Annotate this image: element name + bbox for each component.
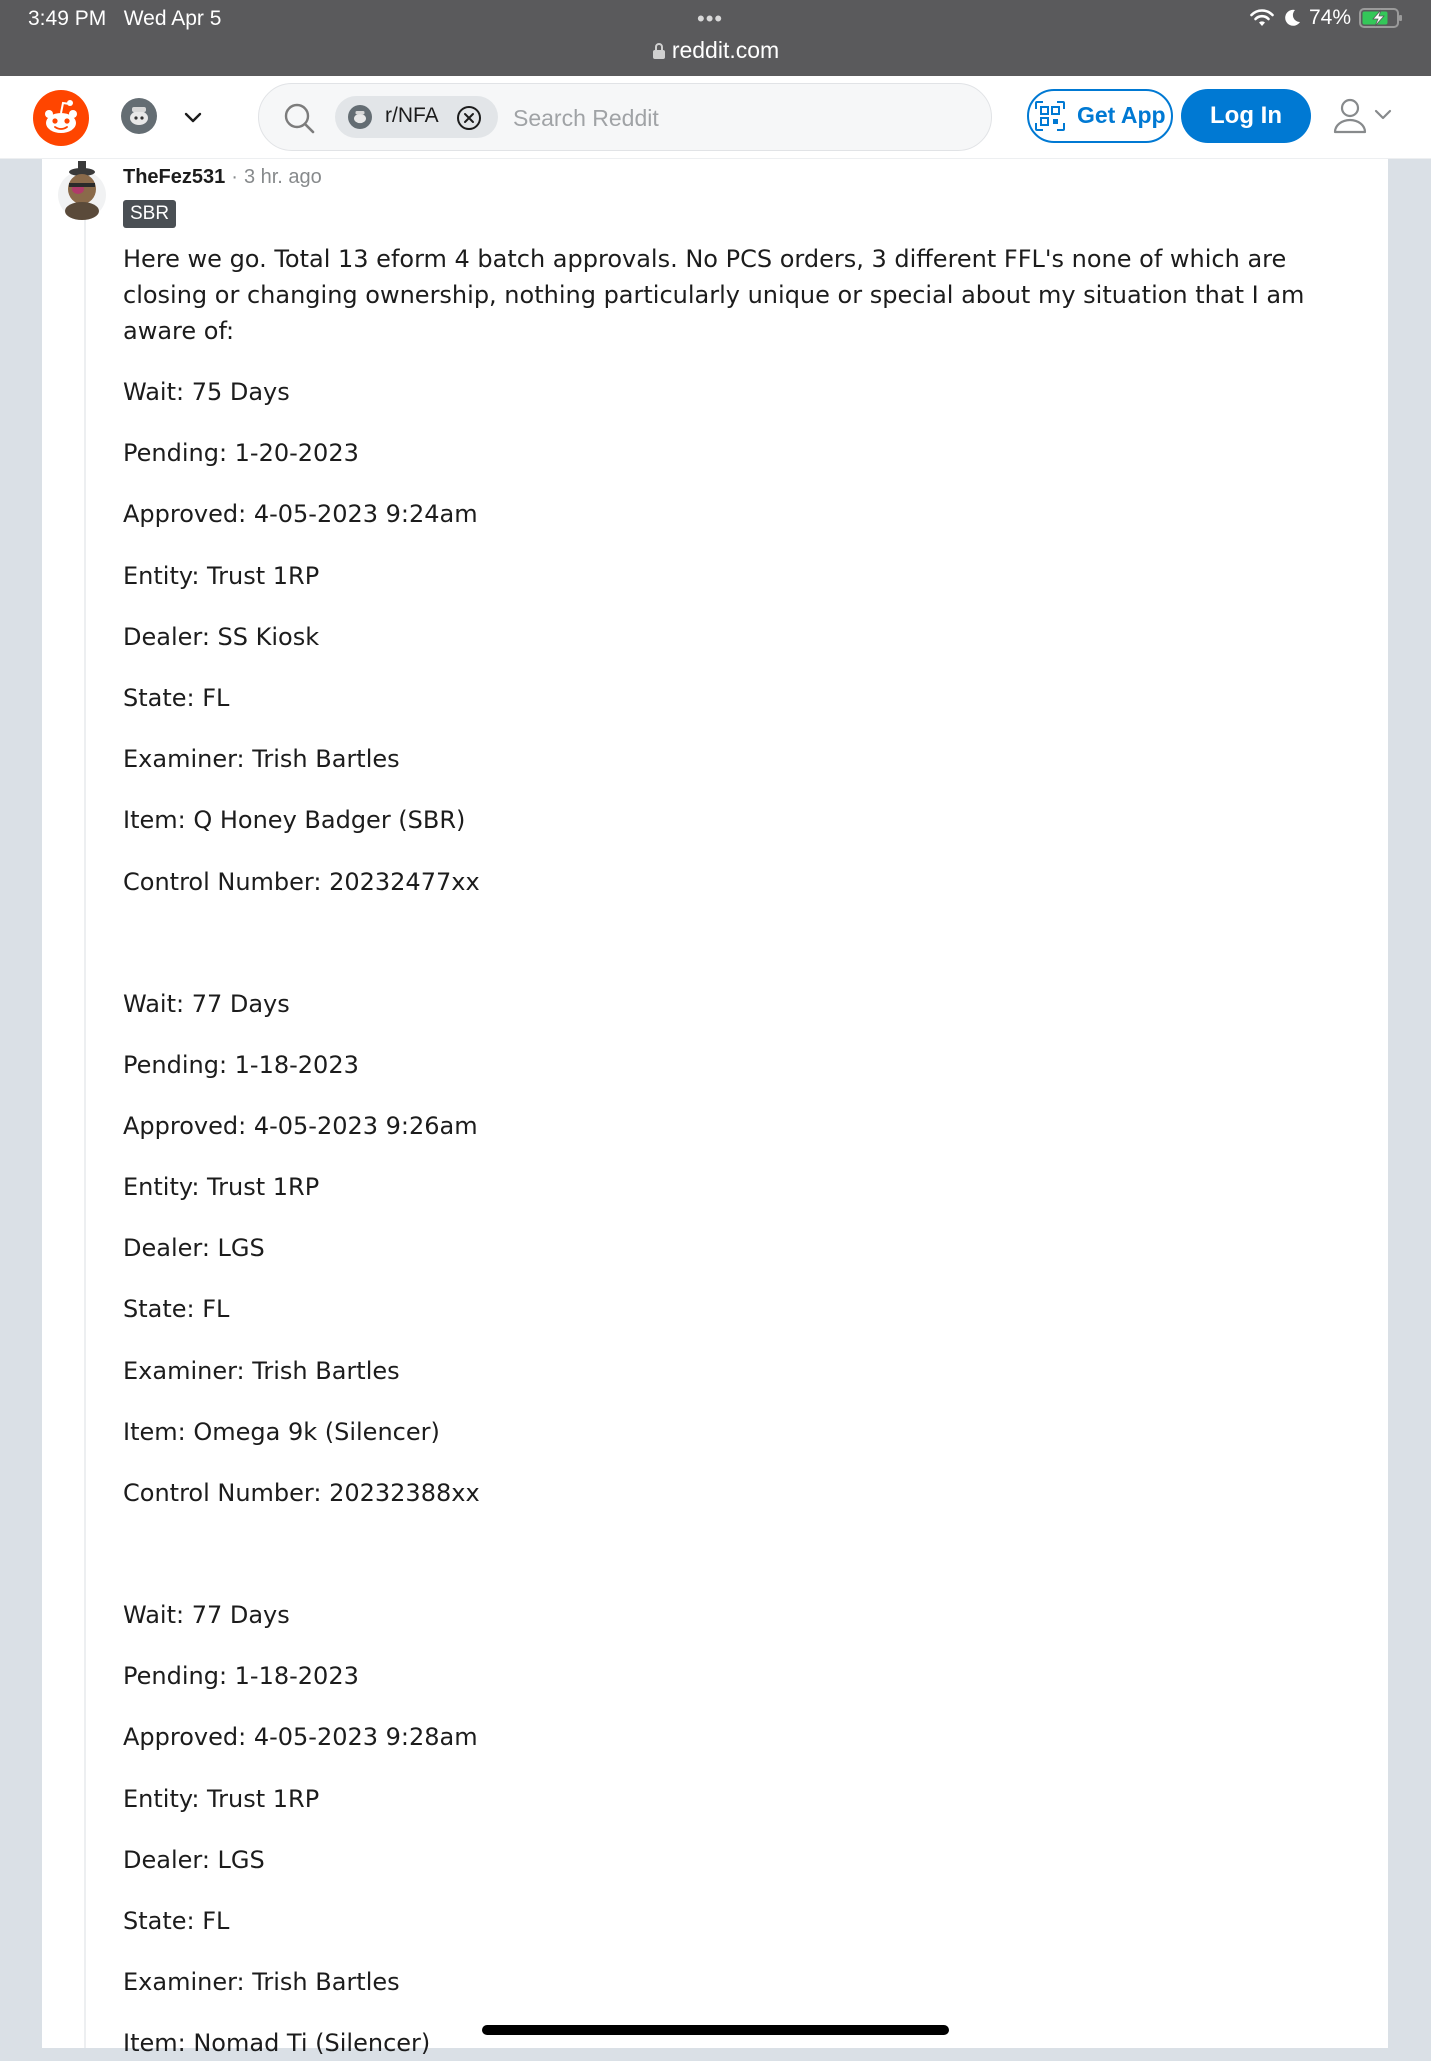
user-avatar-icon[interactable] [57, 159, 107, 221]
subreddit-chip-avatar-icon [348, 105, 372, 129]
home-indicator[interactable] [482, 2025, 949, 2035]
record-pending: Pending: 1-18-2023 [123, 1050, 359, 1079]
approval-record [123, 986, 1323, 1512]
status-time-value: 3:49 PM [28, 7, 107, 30]
record-entity: Entity: Trust 1RP [123, 1173, 320, 1202]
record-approved: Approved: 4-05-2023 9:28am [123, 1723, 478, 1752]
get-app-button[interactable] [1027, 89, 1173, 143]
record-dealer: Dealer: SS Kiosk [123, 622, 320, 651]
comment-author[interactable]: TheFez531 [123, 166, 226, 188]
record-pending: Pending: 1-18-2023 [123, 1662, 359, 1691]
lock-icon [652, 42, 666, 60]
record-state: State: FL [123, 1295, 230, 1324]
approval-record [123, 1597, 1323, 2061]
record-item: Item: Q Honey Badger (SBR) [123, 806, 466, 835]
close-circle-icon[interactable] [456, 105, 482, 131]
record-entity: Entity: Trust 1RP [123, 1784, 320, 1813]
record-wait: Wait: 75 Days [123, 378, 290, 406]
battery-percent: 74% [1308, 6, 1351, 29]
comment-meta [123, 166, 322, 189]
reddit-logo-icon[interactable] [33, 90, 89, 146]
record-state: State: FL [123, 683, 230, 712]
record-examiner: Examiner: Trish Bartles [123, 1356, 400, 1385]
status-indicators [1249, 6, 1403, 30]
record-approved: Approved: 4-05-2023 9:26am [123, 1111, 478, 1140]
subreddit-avatar-icon[interactable] [121, 98, 157, 134]
record-state: State: FL [123, 1906, 230, 1935]
record-wait: Wait: 77 Days [123, 989, 290, 1018]
record-control-number: Control Number: 20232388xx [123, 1479, 480, 1507]
record-pending: Pending: 1-20-2023 [123, 439, 359, 468]
record-dealer: Dealer: LGS [123, 1234, 265, 1263]
subreddit-filter-chip[interactable] [335, 96, 498, 138]
log-in-label: Log In [1210, 102, 1282, 129]
search-input[interactable] [511, 96, 975, 140]
qr-code-icon [1033, 99, 1067, 133]
record-control-number: Control Number: 20232477xx [123, 867, 480, 896]
thread-line[interactable] [84, 220, 86, 2048]
ios-status-bar [0, 0, 1431, 76]
record-wait: Wait: 77 Days [123, 1601, 290, 1629]
comment-timestamp[interactable]: 3 hr. ago [243, 166, 322, 188]
user-menu-icon[interactable] [1330, 96, 1396, 136]
record-dealer: Dealer: LGS [123, 1845, 265, 1874]
meta-separator: · [231, 166, 238, 188]
address-url: reddit.com [671, 37, 780, 63]
comment-intro: Here we go. Total 13 eform 4 batch approvals. No PCS orders, 3 different FFL's none of which are closing or changing ownership, nothing particularly unique or special about my situation that I am aware of: [123, 245, 1305, 345]
comment-body [123, 241, 1323, 2061]
more-dots-icon[interactable]: ••• [697, 6, 724, 31]
record-item: Item: Omega 9k (Silencer) [123, 1417, 440, 1446]
log-in-button[interactable] [1181, 89, 1311, 143]
status-time [28, 7, 221, 31]
record-entity: Entity: Trust 1RP [123, 561, 320, 590]
record-item: Item: Nomad Ti (Silencer) [123, 2029, 431, 2058]
get-app-label: Get App [1077, 102, 1166, 128]
chevron-down-icon[interactable] [182, 106, 204, 128]
record-examiner: Examiner: Trish Bartles [123, 1968, 400, 1997]
record-examiner: Examiner: Trish Bartles [123, 745, 400, 774]
user-flair: SBR [123, 200, 176, 228]
address-bar[interactable] [0, 37, 1431, 64]
reddit-header [0, 76, 1431, 159]
battery-charging-icon [1359, 7, 1403, 29]
search-bar[interactable] [258, 83, 992, 151]
search-icon [281, 100, 317, 136]
record-approved: Approved: 4-05-2023 9:24am [123, 500, 478, 529]
approval-record [123, 374, 1323, 900]
subreddit-chip-label: r/NFA [385, 104, 439, 127]
moon-icon [1283, 8, 1301, 28]
status-date: Wed Apr 5 [123, 7, 222, 30]
wifi-icon [1249, 8, 1275, 28]
